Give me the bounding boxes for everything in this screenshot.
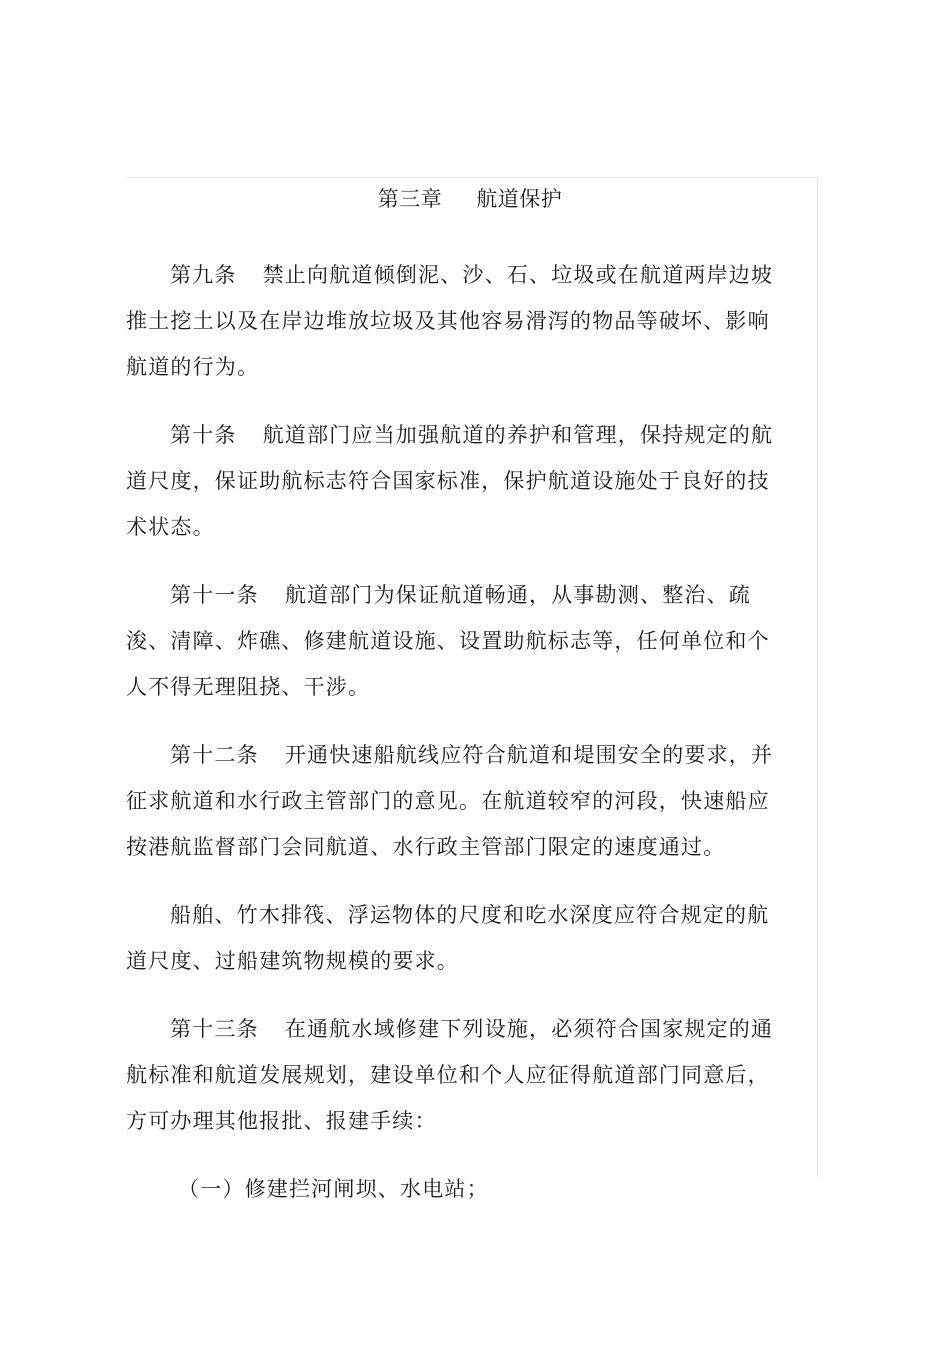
article-number: 第十三条 — [170, 1017, 259, 1041]
article-9-paragraph — [126, 252, 788, 390]
article-12-continuation-paragraph — [126, 892, 788, 984]
document-body — [126, 183, 788, 1234]
article-text: 禁止向航道倾倒泥、沙、石、垃圾或在航道两岸边坡推土挖土以及在岸边堆放垃圾及其他容易滑泻的物品等破坏、影响航道的行为。 — [126, 263, 774, 379]
article-text: 开通快速船航线应符合航道和堤围安全的要求，并征求航道和水行政主管部门的意见。在航道较窄的河段，快速船应按港航监督部门会同航道、水行政主管部门限定的速度通过。 — [126, 743, 774, 859]
article-10-paragraph — [126, 412, 788, 550]
list-item-text: 修建拦河闸坝、水电站； — [244, 1177, 489, 1201]
article-number: 第十二条 — [170, 743, 259, 767]
chapter-title: 航道保护 — [476, 187, 563, 211]
article-number: 第十条 — [170, 423, 237, 447]
article-number: 第十一条 — [170, 583, 259, 607]
article-number: 第九条 — [170, 263, 237, 287]
paragraph-text: 船舶、竹木排筏、浮运物体的尺度和吃水深度应符合规定的航道尺度、过船建筑物规模的要求。 — [126, 903, 770, 973]
list-item-label: （一） — [178, 1177, 245, 1201]
article-text: 航道部门为保证航道畅通，从事勘测、整治、疏浚、清障、炸礁、修建航道设施、设置助航标志等，任何单位和个人不得无理阻挠、干涉。 — [126, 583, 770, 699]
article-text: 在通航水域修建下列设施，必须符合国家规定的通航标准和航道发展规划，建设单位和个人应征得航道部门同意后，方可办理其他报批、报建手续： — [126, 1017, 774, 1133]
article-11-paragraph — [126, 572, 788, 710]
page-frame-right-border — [817, 177, 818, 1177]
article-13-paragraph — [126, 1006, 788, 1144]
chapter-number: 第三章 — [377, 187, 443, 211]
chapter-heading — [126, 183, 788, 215]
article-12-paragraph — [126, 732, 788, 870]
article-text: 航道部门应当加强航道的养护和管理，保持规定的航道尺度，保证助航标志符合国家标准，保护航道设施处于良好的技术状态。 — [126, 423, 774, 539]
page-frame-top-border — [126, 177, 818, 178]
list-item — [126, 1166, 788, 1212]
